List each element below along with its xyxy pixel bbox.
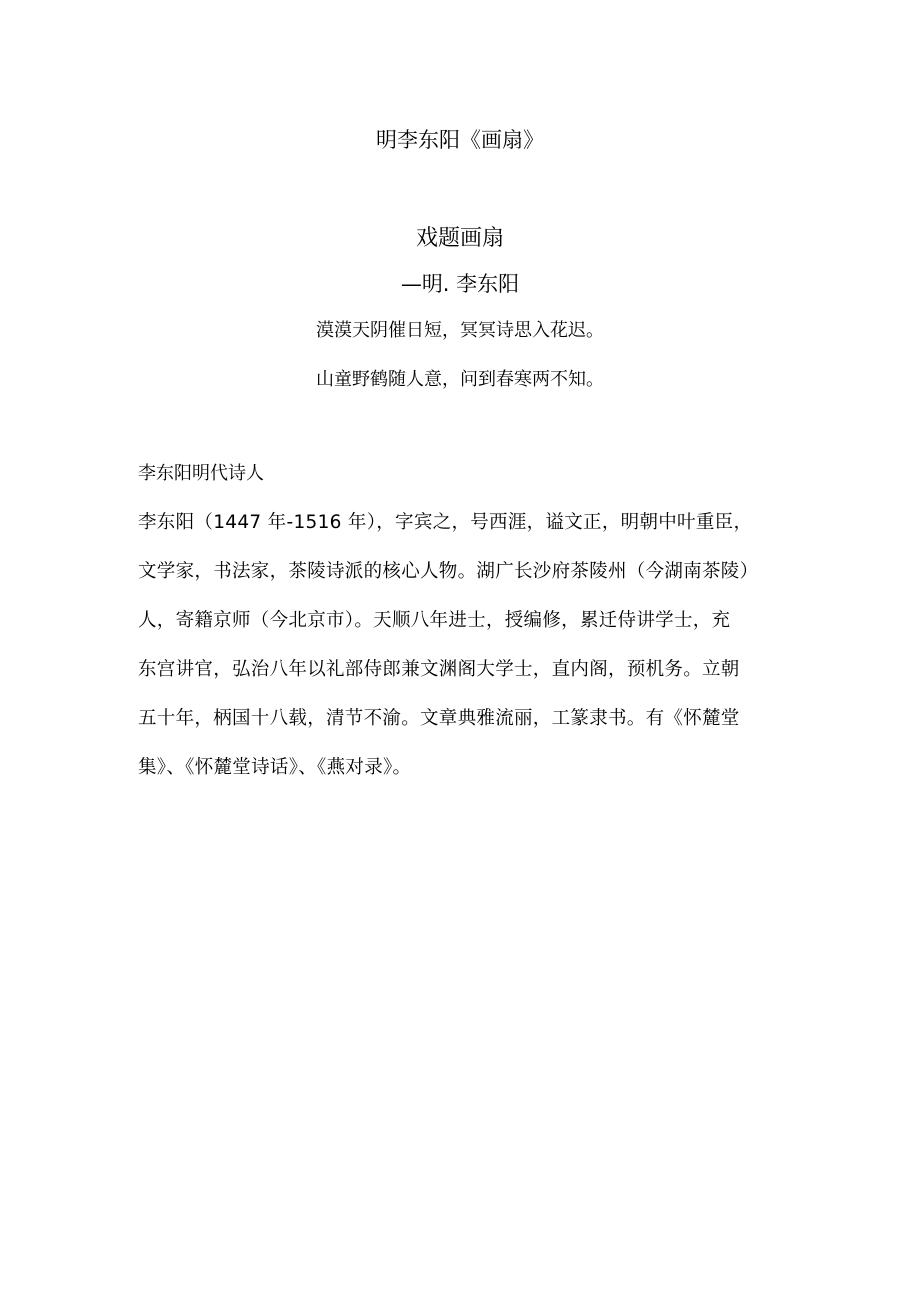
bio-line: 五十年，柄国十八载，清节不渝。文章典雅流丽，工篆隶书。有《怀麓堂 — [138, 708, 740, 729]
poem-line: 山童野鹤随人意，问到春寒两不知。 — [316, 369, 604, 390]
poem-author: —明. 李东阳 — [400, 272, 520, 296]
section-heading: 李东阳明代诗人 — [138, 463, 264, 484]
bio-line: 人，寄籍京师（今北京市）。天顺八年进士，授编修，累迁侍讲学士，充 — [138, 610, 731, 631]
bio-line: 文学家，书法家，茶陵诗派的核心人物。湖广长沙府茶陵州（今湖南茶陵） — [138, 561, 759, 582]
poem-title: 戏题画扇 — [415, 226, 504, 251]
document-title: 明李东阳《画扇》 — [376, 128, 544, 152]
bio-line: 东宫讲官，弘治八年以礼部侍郎兼文渊阁大学士，直内阁，预机务。立朝 — [138, 659, 740, 680]
bio-line: 李东阳（1447 年-1516 年），字宾之，号西涯，谥文正，明朝中叶重臣， — [138, 512, 753, 533]
bio-line: 集》、《怀麓堂诗话》、《燕对录》。 — [138, 757, 412, 778]
poem-line: 漠漠天阴催日短，冥冥诗思入花迟。 — [316, 320, 604, 341]
